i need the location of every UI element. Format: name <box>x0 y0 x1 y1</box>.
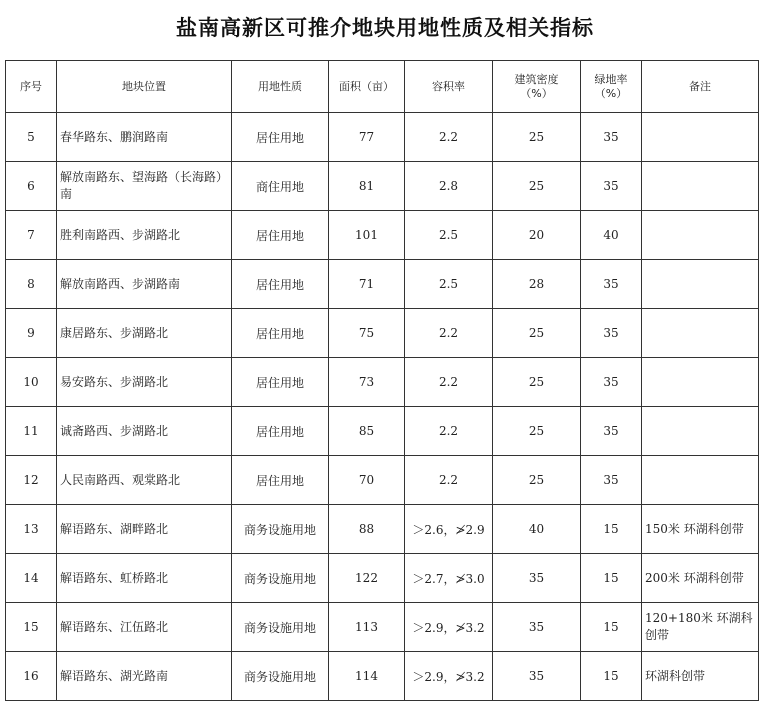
table-row <box>6 407 759 456</box>
cell-land-use: 居住用地 <box>232 309 329 358</box>
cell-location: 解语路东、虹桥路北 <box>57 554 232 603</box>
cell-seq: 12 <box>6 456 57 505</box>
table-row <box>6 456 759 505</box>
cell-area: 75 <box>329 309 405 358</box>
page-title: 盐南高新区可推介地块用地性质及相关指标 <box>176 15 594 40</box>
cell-land-use: 商住用地 <box>232 162 329 211</box>
cell-land-use: 商务设施用地 <box>232 603 329 652</box>
cell-plot-ratio: ＞2.9，≯3.2 <box>405 652 493 701</box>
cell-building-density: 35 <box>493 554 581 603</box>
cell-seq: 14 <box>6 554 57 603</box>
cell-green-ratio: 15 <box>581 652 642 701</box>
cell-plot-ratio: 2.2 <box>405 358 493 407</box>
cell-remarks <box>642 456 759 505</box>
cell-building-density: 35 <box>493 603 581 652</box>
cell-land-use: 商务设施用地 <box>232 652 329 701</box>
cell-green-ratio: 35 <box>581 309 642 358</box>
cell-area: 70 <box>329 456 405 505</box>
table-row <box>6 652 759 701</box>
cell-green-ratio: 35 <box>581 260 642 309</box>
cell-remarks <box>642 113 759 162</box>
cell-seq: 6 <box>6 162 57 211</box>
table-header-row <box>6 61 759 113</box>
cell-area: 114 <box>329 652 405 701</box>
cell-remarks: 120+180米 环湖科创带 <box>642 603 759 652</box>
cell-land-use: 居住用地 <box>232 407 329 456</box>
cell-location: 胜利南路西、步湖路北 <box>57 211 232 260</box>
cell-area: 88 <box>329 505 405 554</box>
cell-land-use: 商务设施用地 <box>232 554 329 603</box>
cell-green-ratio: 35 <box>581 113 642 162</box>
table-body <box>6 113 759 701</box>
cell-building-density: 25 <box>493 162 581 211</box>
cell-remarks <box>642 407 759 456</box>
cell-location: 诚斋路西、步湖路北 <box>57 407 232 456</box>
table-row <box>6 309 759 358</box>
cell-land-use: 居住用地 <box>232 260 329 309</box>
cell-area: 81 <box>329 162 405 211</box>
cell-building-density: 35 <box>493 652 581 701</box>
cell-remarks <box>642 358 759 407</box>
cell-land-use: 居住用地 <box>232 113 329 162</box>
cell-location: 解语路东、湖畔路北 <box>57 505 232 554</box>
cell-location: 解语路东、江伍路北 <box>57 603 232 652</box>
cell-green-ratio: 35 <box>581 456 642 505</box>
cell-area: 113 <box>329 603 405 652</box>
cell-seq: 9 <box>6 309 57 358</box>
cell-remarks: 环湖科创带 <box>642 652 759 701</box>
cell-seq: 7 <box>6 211 57 260</box>
cell-building-density: 28 <box>493 260 581 309</box>
cell-building-density: 40 <box>493 505 581 554</box>
table-row <box>6 358 759 407</box>
cell-seq: 8 <box>6 260 57 309</box>
cell-remarks: 150米 环湖科创带 <box>642 505 759 554</box>
cell-land-use: 居住用地 <box>232 211 329 260</box>
cell-land-use: 商务设施用地 <box>232 505 329 554</box>
cell-green-ratio: 15 <box>581 505 642 554</box>
cell-area: 122 <box>329 554 405 603</box>
land-parcel-table <box>5 60 759 701</box>
cell-remarks <box>642 260 759 309</box>
cell-green-ratio: 35 <box>581 407 642 456</box>
cell-plot-ratio: 2.5 <box>405 211 493 260</box>
cell-location: 康居路东、步湖路北 <box>57 309 232 358</box>
cell-remarks <box>642 162 759 211</box>
table-row <box>6 162 759 211</box>
cell-building-density: 25 <box>493 113 581 162</box>
cell-land-use: 居住用地 <box>232 456 329 505</box>
cell-location: 人民南路西、观棠路北 <box>57 456 232 505</box>
header-land-use: 用地性质 <box>232 61 329 113</box>
cell-seq: 11 <box>6 407 57 456</box>
cell-plot-ratio: ＞2.6，≯2.9 <box>405 505 493 554</box>
header-building-density: 建筑密度 （%） <box>493 61 581 113</box>
cell-location: 解放南路东、望海路（长海路）南 <box>57 162 232 211</box>
header-location: 地块位置 <box>57 61 232 113</box>
table-row <box>6 260 759 309</box>
cell-green-ratio: 15 <box>581 554 642 603</box>
table-row <box>6 211 759 260</box>
cell-plot-ratio: 2.2 <box>405 309 493 358</box>
cell-seq: 15 <box>6 603 57 652</box>
cell-area: 71 <box>329 260 405 309</box>
table-row <box>6 603 759 652</box>
cell-green-ratio: 40 <box>581 211 642 260</box>
cell-area: 77 <box>329 113 405 162</box>
cell-plot-ratio: 2.5 <box>405 260 493 309</box>
cell-green-ratio: 35 <box>581 358 642 407</box>
cell-location: 解语路东、湖光路南 <box>57 652 232 701</box>
table-row <box>6 505 759 554</box>
cell-plot-ratio: 2.8 <box>405 162 493 211</box>
cell-building-density: 20 <box>493 211 581 260</box>
header-area: 面积（亩） <box>329 61 405 113</box>
cell-location: 易安路东、步湖路北 <box>57 358 232 407</box>
table-row <box>6 554 759 603</box>
cell-plot-ratio: ＞2.7，≯3.0 <box>405 554 493 603</box>
header-green-ratio: 绿地率 （%） <box>581 61 642 113</box>
cell-seq: 10 <box>6 358 57 407</box>
cell-plot-ratio: 2.2 <box>405 407 493 456</box>
cell-seq: 16 <box>6 652 57 701</box>
cell-remarks <box>642 309 759 358</box>
header-plot-ratio: 容积率 <box>405 61 493 113</box>
table-row <box>6 113 759 162</box>
cell-plot-ratio: 2.2 <box>405 456 493 505</box>
cell-remarks <box>642 211 759 260</box>
cell-location: 解放南路西、步湖路南 <box>57 260 232 309</box>
cell-building-density: 25 <box>493 358 581 407</box>
cell-plot-ratio: ＞2.9，≯3.2 <box>405 603 493 652</box>
cell-area: 85 <box>329 407 405 456</box>
cell-green-ratio: 35 <box>581 162 642 211</box>
cell-area: 101 <box>329 211 405 260</box>
cell-building-density: 25 <box>493 309 581 358</box>
cell-land-use: 居住用地 <box>232 358 329 407</box>
cell-area: 73 <box>329 358 405 407</box>
cell-plot-ratio: 2.2 <box>405 113 493 162</box>
cell-building-density: 25 <box>493 456 581 505</box>
cell-green-ratio: 15 <box>581 603 642 652</box>
cell-seq: 5 <box>6 113 57 162</box>
cell-seq: 13 <box>6 505 57 554</box>
header-seq: 序号 <box>6 61 57 113</box>
cell-remarks: 200米 环湖科创带 <box>642 554 759 603</box>
cell-location: 春华路东、鹏润路南 <box>57 113 232 162</box>
cell-building-density: 25 <box>493 407 581 456</box>
header-remarks: 备注 <box>642 61 759 113</box>
